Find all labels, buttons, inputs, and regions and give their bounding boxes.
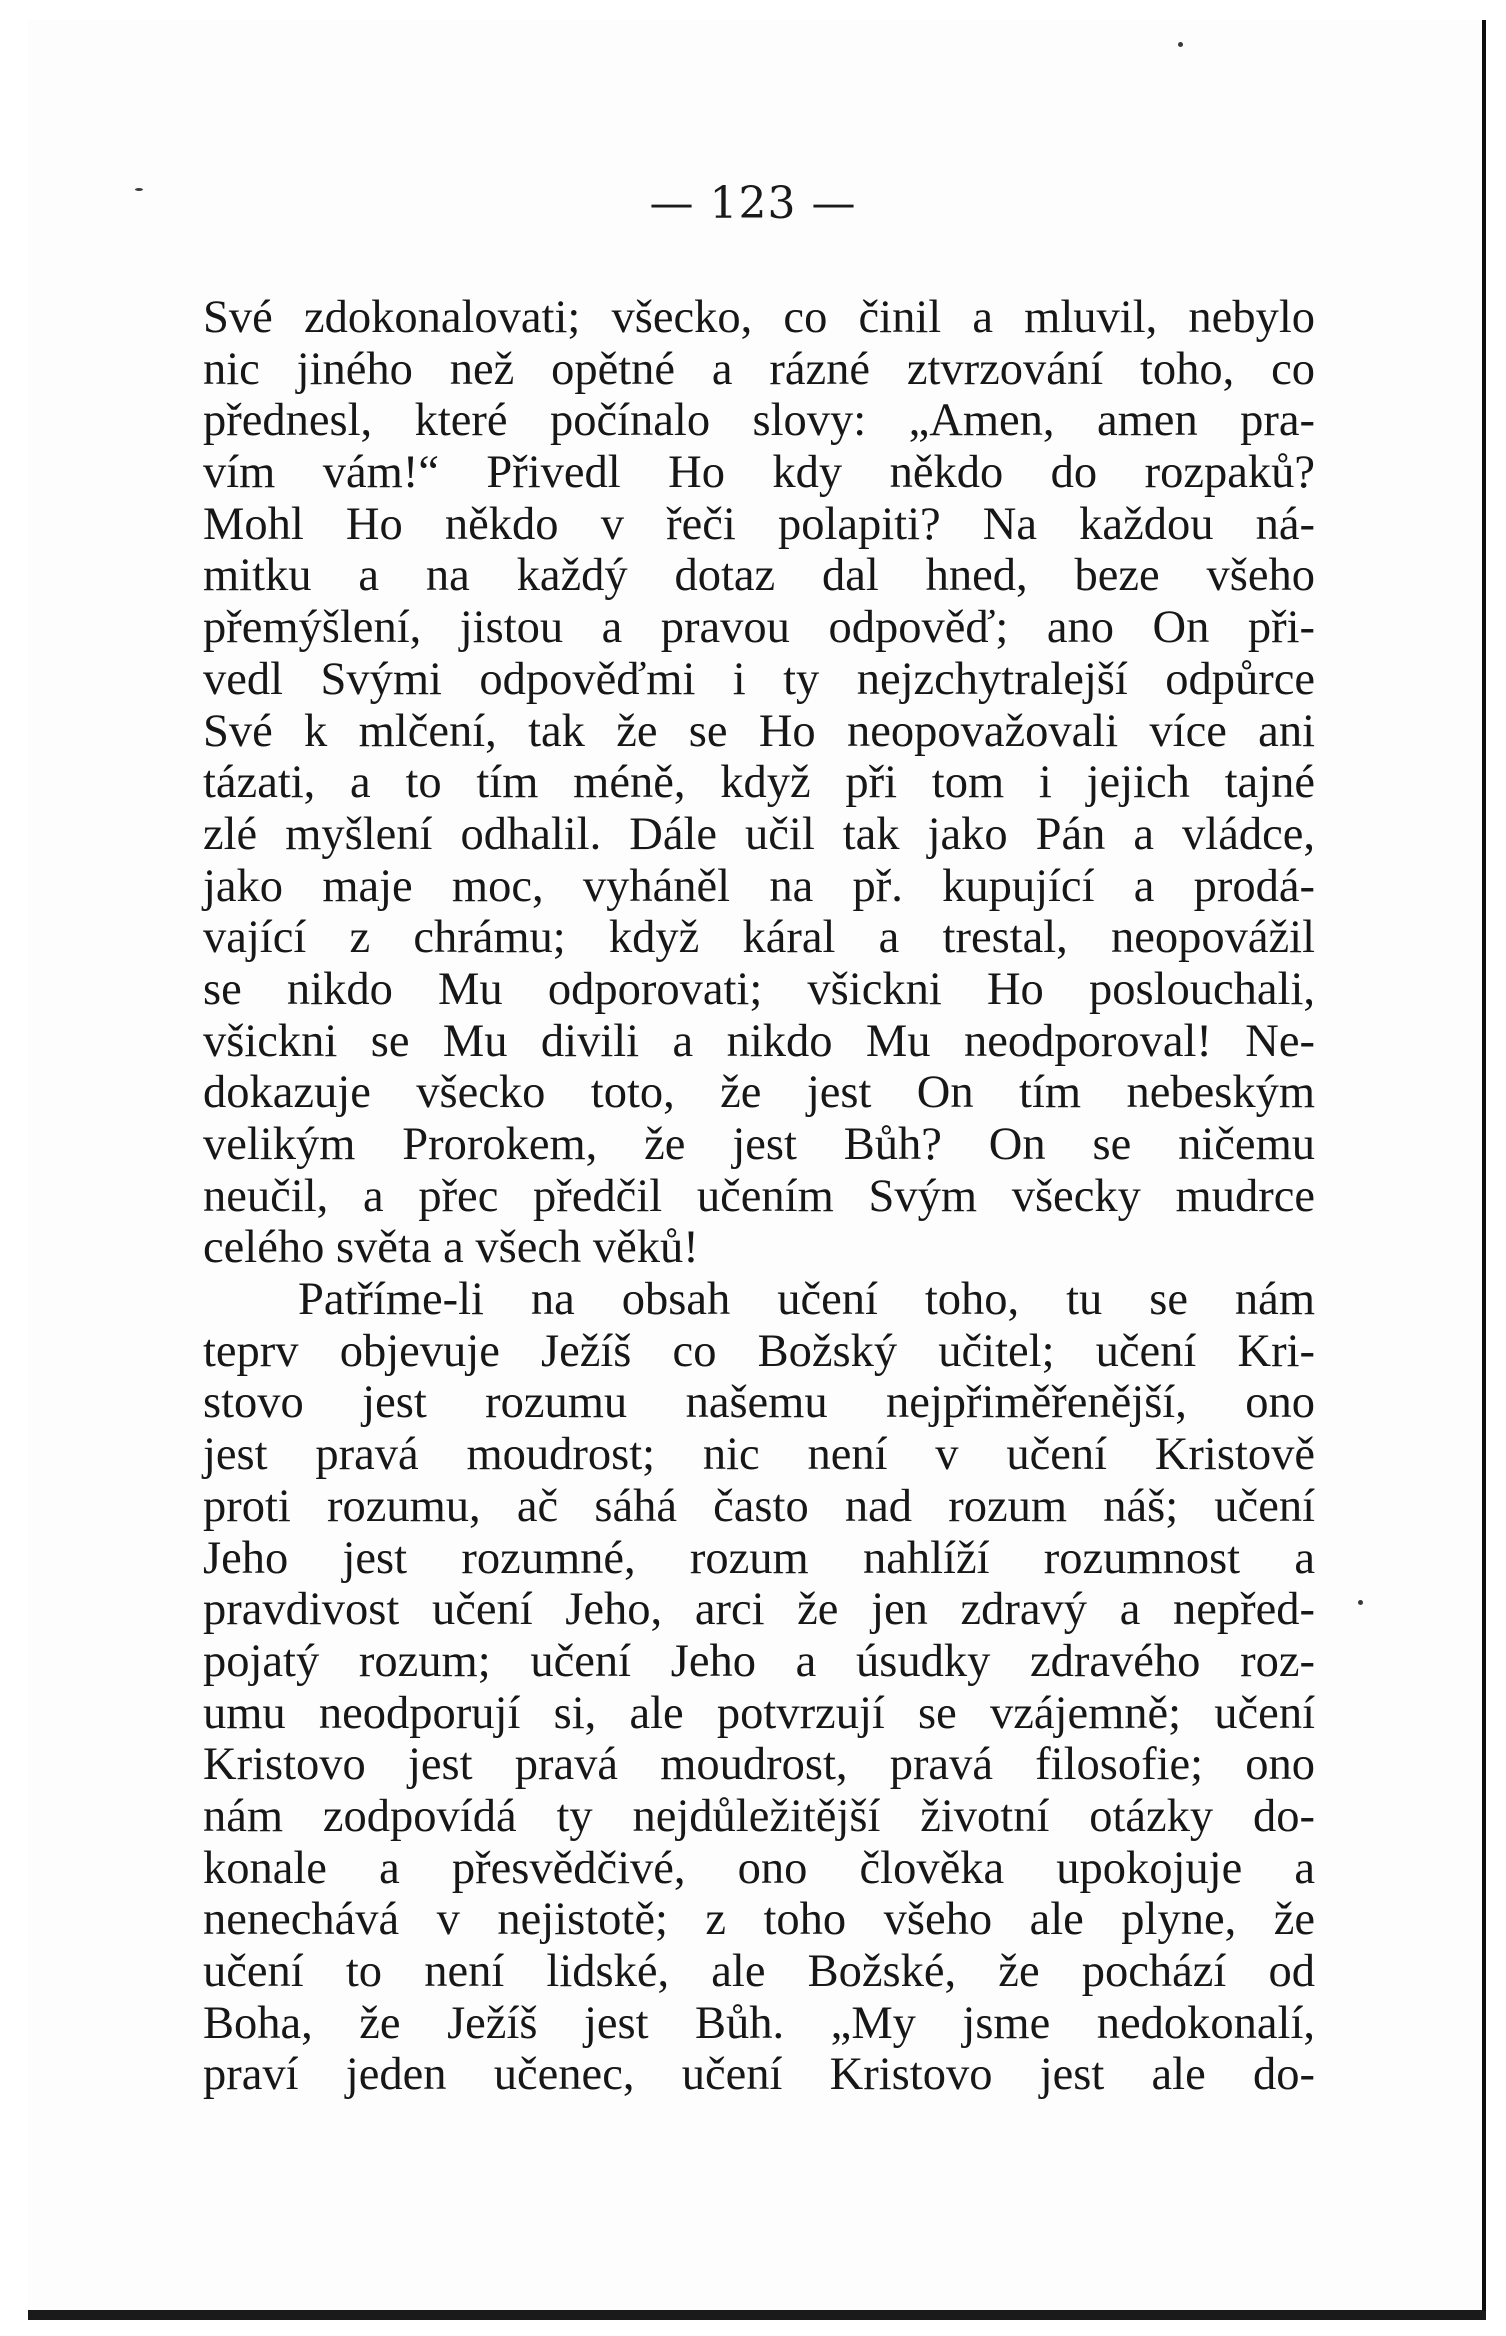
text-line: všickni se Mu divili a nikdo Mu neodporoval! Ne- [203, 1015, 1315, 1067]
text-line: Své k mlčení, tak že se Ho neopovažovali více ani [203, 705, 1315, 757]
text-line: dokazuje všecko toto, že jest On tím nebeským [203, 1067, 1315, 1119]
text-line: Boha, že Ježíš jest Bůh. „My jsme nedokonalí, [203, 1997, 1315, 2049]
text-line: pravdivost učení Jeho, arci že jen zdravý a nepřed- [203, 1584, 1315, 1636]
text-line: proti rozumu, ač sáhá často nad rozum náš; učení [203, 1480, 1315, 1532]
text-line: umu neodporují si, ale potvrzují se vzájemně; učení [203, 1687, 1315, 1739]
text-line: nenechává v nejistotě; z toho všeho ale plyne, že [203, 1894, 1315, 1946]
text-line: vedl Svými odpověďmi i ty nejzchytralejší odpůrce [203, 653, 1315, 705]
print-speck [135, 188, 143, 191]
print-speck [1178, 42, 1183, 47]
text-line: Kristovo jest pravá moudrost, pravá filosofie; ono [203, 1739, 1315, 1791]
text-line: konale a přesvědčivé, ono člověka upokojuje a [203, 1842, 1315, 1894]
text-line: přednesl, které počínalo slovy: „Amen, amen pra- [203, 395, 1315, 447]
paragraph-end-line: celého světa a všech věků! [203, 1222, 699, 1274]
page-frame [28, 20, 1506, 2320]
text-line: zlé myšlení odhalil. Dále učil tak jako Pán a vládce, [203, 808, 1315, 860]
text-line: nic jiného než opětné a rázné ztvrzování toho, co [203, 343, 1315, 395]
text-line: se nikdo Mu odporovati; všickni Ho poslouchali, [203, 963, 1315, 1015]
text-line: mitku a na každý dotaz dal hned, beze všeho [203, 550, 1315, 602]
paragraph-start-line: Patříme-li na obsah učení toho, tu se nám [298, 1274, 1315, 1326]
body-text [203, 292, 1315, 2101]
text-line: Mohl Ho někdo v řeči polapiti? Na každou ná- [203, 498, 1315, 550]
print-speck [1358, 1600, 1363, 1605]
text-line: velikým Prorokem, že jest Bůh? On se ničemu [203, 1119, 1315, 1170]
text-line: přemýšlení, jistou a pravou odpověď; ano On při- [203, 602, 1315, 654]
text-line: Své zdokonalovati; všecko, co činil a mluvil, nebylo [203, 292, 1315, 343]
text-line: neučil, a přec předčil učením Svým všecky mudrce [203, 1170, 1315, 1222]
text-line: Jeho jest rozumné, rozum nahlíží rozumnost a [203, 1532, 1315, 1584]
text-line: stovo jest rozumu našemu nejpřiměřenější, ono [203, 1377, 1315, 1429]
text-line: nám zodpovídá ty nejdůležitější životní otázky do- [203, 1790, 1315, 1842]
text-line: praví jeden učenec, učení Kristovo jest ale do- [203, 2049, 1315, 2101]
text-line: teprv objevuje Ježíš co Božský učitel; učení Kri- [203, 1325, 1315, 1377]
text-line: tázati, a to tím méně, když při tom i jejich tajné [203, 757, 1315, 809]
text-line: vím vám!“ Přivedl Ho kdy někdo do rozpaků? [203, 447, 1315, 499]
text-line: pojatý rozum; učení Jeho a úsudky zdravého roz- [203, 1635, 1315, 1687]
text-line: učení to není lidské, ale Božské, že pochází od [203, 1946, 1315, 1997]
scan-margin [1486, 0, 1506, 2336]
text-line: vající z chrámu; když káral a trestal, neopovážil [203, 912, 1315, 964]
page-number: — 123 — [649, 178, 857, 229]
text-line: jest pravá moudrost; nic není v učení Kristově [203, 1429, 1315, 1481]
text-line: jako maje moc, vyháněl na př. kupující a prodá- [203, 860, 1315, 912]
